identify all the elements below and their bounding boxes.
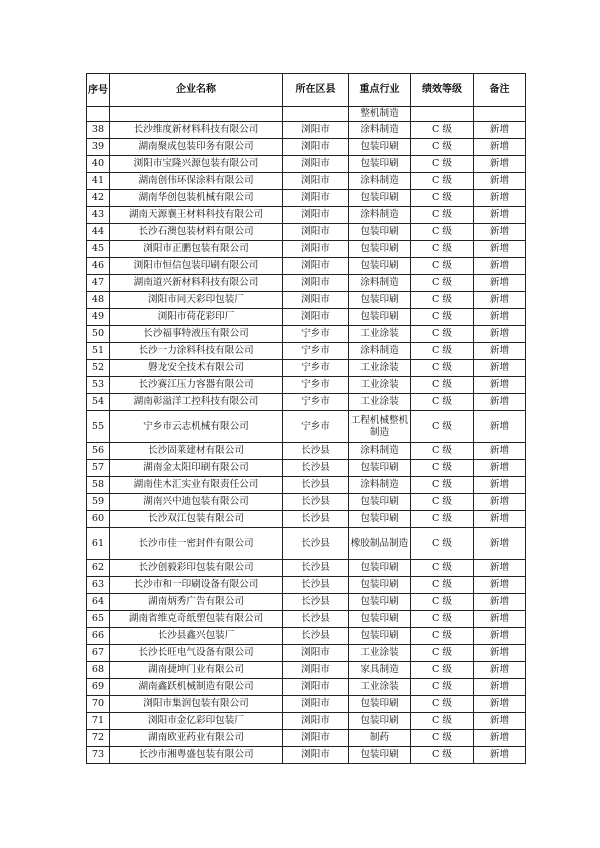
cell-name: 长沙赛江压力容器有限公司 [110, 377, 283, 394]
cell-district: 浏阳市 [283, 224, 349, 241]
cell-industry: 包装印刷 [349, 747, 411, 764]
header-district: 所在区县 [283, 74, 349, 107]
cell-grade: C 级 [411, 747, 474, 764]
cell-seq: 53 [87, 377, 110, 394]
cell-grade: C 级 [411, 156, 474, 173]
cell-name [110, 107, 283, 122]
cell-name: 浏阳市同天彩印包装厂 [110, 292, 283, 309]
cell-industry: 制药 [349, 730, 411, 747]
cell-district: 长沙县 [283, 511, 349, 528]
cell-remark: 新增 [474, 411, 526, 443]
cell-district: 浏阳市 [283, 309, 349, 326]
cell-district: 宁乡市 [283, 360, 349, 377]
cell-grade: C 级 [411, 679, 474, 696]
cell-grade: C 级 [411, 122, 474, 139]
table-row [87, 377, 526, 394]
cell-grade: C 级 [411, 713, 474, 730]
cell-industry: 工业涂装 [349, 360, 411, 377]
cell-district: 长沙县 [283, 594, 349, 611]
cell-remark: 新增 [474, 443, 526, 460]
header-grade: 绩效等级 [411, 74, 474, 107]
cell-district: 长沙县 [283, 494, 349, 511]
cell-remark: 新增 [474, 528, 526, 560]
cell-grade [411, 107, 474, 122]
cell-name: 湖南兴中迪包装有限公司 [110, 494, 283, 511]
cell-industry: 包装印刷 [349, 713, 411, 730]
cell-grade: C 级 [411, 207, 474, 224]
table-row [87, 713, 526, 730]
cell-seq: 72 [87, 730, 110, 747]
table-row [87, 730, 526, 747]
cell-name: 长沙创毅彩印包装有限公司 [110, 560, 283, 577]
cell-name: 湖南鑫跃机械制造有限公司 [110, 679, 283, 696]
cell-remark [474, 107, 526, 122]
table-row [87, 460, 526, 477]
table-row [87, 156, 526, 173]
table-row [87, 628, 526, 645]
cell-industry: 涂料制造 [349, 173, 411, 190]
cell-industry: 家具制造 [349, 662, 411, 679]
table-row [87, 560, 526, 577]
cell-remark: 新增 [474, 292, 526, 309]
table-row [87, 309, 526, 326]
table-row [87, 594, 526, 611]
cell-district: 浏阳市 [283, 662, 349, 679]
cell-remark: 新增 [474, 494, 526, 511]
table-row [87, 411, 526, 443]
cell-seq: 49 [87, 309, 110, 326]
cell-remark: 新增 [474, 309, 526, 326]
cell-district: 长沙县 [283, 611, 349, 628]
cell-remark: 新增 [474, 207, 526, 224]
cell-district: 长沙县 [283, 443, 349, 460]
cell-industry: 包装印刷 [349, 511, 411, 528]
cell-remark: 新增 [474, 747, 526, 764]
cell-district: 浏阳市 [283, 275, 349, 292]
cell-industry: 包装印刷 [349, 156, 411, 173]
cell-seq: 51 [87, 343, 110, 360]
header-name: 企业名称 [110, 74, 283, 107]
table-row [87, 662, 526, 679]
cell-remark: 新增 [474, 628, 526, 645]
cell-district: 宁乡市 [283, 394, 349, 411]
table-row [87, 258, 526, 275]
cell-name: 湖南金太阳印刷有限公司 [110, 460, 283, 477]
cell-remark: 新增 [474, 241, 526, 258]
cell-seq: 47 [87, 275, 110, 292]
cell-seq: 73 [87, 747, 110, 764]
cell-district: 宁乡市 [283, 326, 349, 343]
cell-seq: 40 [87, 156, 110, 173]
cell-district: 浏阳市 [283, 156, 349, 173]
cell-seq: 64 [87, 594, 110, 611]
continued-row [87, 107, 526, 122]
cell-district: 长沙县 [283, 577, 349, 594]
cell-name: 长沙市佳一密封件有限公司 [110, 528, 283, 560]
table-row [87, 343, 526, 360]
cell-industry: 涂料制造 [349, 122, 411, 139]
cell-remark: 新增 [474, 173, 526, 190]
table-row [87, 645, 526, 662]
cell-district: 长沙县 [283, 477, 349, 494]
cell-seq: 46 [87, 258, 110, 275]
cell-name: 湖南省维克奇纸塑包装有限公司 [110, 611, 283, 628]
cell-name: 湖南彰溢洋工控科技有限公司 [110, 394, 283, 411]
cell-district: 浏阳市 [283, 207, 349, 224]
cell-name: 长沙长旺电气设备有限公司 [110, 645, 283, 662]
cell-district: 长沙县 [283, 528, 349, 560]
cell-industry: 涂料制造 [349, 275, 411, 292]
cell-district: 浏阳市 [283, 696, 349, 713]
cell-remark: 新增 [474, 377, 526, 394]
cell-industry: 工业涂装 [349, 645, 411, 662]
cell-remark: 新增 [474, 275, 526, 292]
cell-remark: 新增 [474, 679, 526, 696]
cell-industry: 包装印刷 [349, 224, 411, 241]
cell-name: 长沙双江包装有限公司 [110, 511, 283, 528]
cell-grade: C 级 [411, 343, 474, 360]
cell-district: 浏阳市 [283, 292, 349, 309]
cell-remark: 新增 [474, 360, 526, 377]
cell-name: 浏阳市恒信包装印刷有限公司 [110, 258, 283, 275]
cell-grade: C 级 [411, 292, 474, 309]
cell-name: 湖南聚成包装印务有限公司 [110, 139, 283, 156]
cell-grade: C 级 [411, 560, 474, 577]
table-row [87, 207, 526, 224]
cell-seq: 66 [87, 628, 110, 645]
header-remark: 备注 [474, 74, 526, 107]
cell-district: 宁乡市 [283, 377, 349, 394]
table-row [87, 494, 526, 511]
cell-remark: 新增 [474, 645, 526, 662]
table-row [87, 696, 526, 713]
table-row [87, 173, 526, 190]
cell-seq: 44 [87, 224, 110, 241]
cell-industry: 包装印刷 [349, 190, 411, 207]
cell-name: 浏阳市荷花彩印厂 [110, 309, 283, 326]
cell-industry: 工程机械整机制造 [349, 411, 411, 443]
table-row [87, 275, 526, 292]
table-row [87, 394, 526, 411]
cell-grade: C 级 [411, 377, 474, 394]
cell-grade: C 级 [411, 173, 474, 190]
cell-remark: 新增 [474, 662, 526, 679]
cell-grade: C 级 [411, 241, 474, 258]
cell-name: 长沙市和一印刷设备有限公司 [110, 577, 283, 594]
cell-seq: 60 [87, 511, 110, 528]
cell-remark: 新增 [474, 594, 526, 611]
cell-name: 长沙市湘粤盛包装有限公司 [110, 747, 283, 764]
cell-name: 磐龙安全技术有限公司 [110, 360, 283, 377]
cell-remark: 新增 [474, 326, 526, 343]
cell-seq: 45 [87, 241, 110, 258]
cell-grade: C 级 [411, 326, 474, 343]
cell-seq: 68 [87, 662, 110, 679]
cell-grade: C 级 [411, 477, 474, 494]
cell-remark: 新增 [474, 394, 526, 411]
cell-seq: 50 [87, 326, 110, 343]
cell-industry: 整机制造 [349, 107, 411, 122]
cell-name: 浏阳市金亿彩印包装厂 [110, 713, 283, 730]
table-row [87, 139, 526, 156]
table-row [87, 528, 526, 560]
cell-district: 长沙县 [283, 560, 349, 577]
cell-district: 长沙县 [283, 628, 349, 645]
table-row [87, 443, 526, 460]
cell-industry: 涂料制造 [349, 443, 411, 460]
cell-remark: 新增 [474, 122, 526, 139]
cell-grade: C 级 [411, 258, 474, 275]
cell-remark: 新增 [474, 577, 526, 594]
cell-seq: 55 [87, 411, 110, 443]
cell-name: 湖南道兴新材料科技有限公司 [110, 275, 283, 292]
cell-name: 湖南天源襄王材料科技有限公司 [110, 207, 283, 224]
cell-grade: C 级 [411, 730, 474, 747]
cell-district: 宁乡市 [283, 343, 349, 360]
cell-name: 长沙固莱建材有限公司 [110, 443, 283, 460]
cell-grade: C 级 [411, 594, 474, 611]
table-row [87, 224, 526, 241]
cell-name: 长沙县鑫兴包装厂 [110, 628, 283, 645]
cell-name: 宁乡市云志机械有限公司 [110, 411, 283, 443]
cell-industry: 包装印刷 [349, 241, 411, 258]
cell-seq: 61 [87, 528, 110, 560]
cell-district: 浏阳市 [283, 645, 349, 662]
cell-industry: 涂料制造 [349, 343, 411, 360]
cell-remark: 新增 [474, 477, 526, 494]
cell-district: 浏阳市 [283, 190, 349, 207]
cell-industry: 包装印刷 [349, 258, 411, 275]
cell-district: 长沙县 [283, 460, 349, 477]
cell-industry: 工业涂装 [349, 326, 411, 343]
header-row [87, 74, 526, 107]
cell-industry: 包装印刷 [349, 309, 411, 326]
cell-remark: 新增 [474, 190, 526, 207]
cell-grade: C 级 [411, 394, 474, 411]
cell-remark: 新增 [474, 511, 526, 528]
cell-seq: 63 [87, 577, 110, 594]
cell-district [283, 107, 349, 122]
cell-seq: 69 [87, 679, 110, 696]
cell-grade: C 级 [411, 360, 474, 377]
table-row [87, 577, 526, 594]
cell-industry: 包装印刷 [349, 560, 411, 577]
cell-seq: 62 [87, 560, 110, 577]
cell-grade: C 级 [411, 628, 474, 645]
cell-grade: C 级 [411, 696, 474, 713]
cell-grade: C 级 [411, 443, 474, 460]
cell-industry: 工业涂装 [349, 679, 411, 696]
cell-district: 浏阳市 [283, 730, 349, 747]
cell-grade: C 级 [411, 139, 474, 156]
cell-industry: 包装印刷 [349, 696, 411, 713]
cell-name: 湖南欧亚药业有限公司 [110, 730, 283, 747]
cell-industry: 涂料制造 [349, 207, 411, 224]
cell-district: 浏阳市 [283, 258, 349, 275]
table-row [87, 122, 526, 139]
table-row [87, 292, 526, 309]
cell-grade: C 级 [411, 275, 474, 292]
cell-grade: C 级 [411, 577, 474, 594]
cell-grade: C 级 [411, 611, 474, 628]
cell-name: 浏阳市宝隆兴源包装有限公司 [110, 156, 283, 173]
cell-grade: C 级 [411, 494, 474, 511]
cell-grade: C 级 [411, 309, 474, 326]
cell-industry: 包装印刷 [349, 139, 411, 156]
cell-remark: 新增 [474, 730, 526, 747]
cell-remark: 新增 [474, 560, 526, 577]
cell-grade: C 级 [411, 511, 474, 528]
cell-district: 浏阳市 [283, 139, 349, 156]
cell-grade: C 级 [411, 460, 474, 477]
table-row [87, 511, 526, 528]
table-row [87, 747, 526, 764]
cell-grade: C 级 [411, 411, 474, 443]
cell-name: 长沙维度新材料科技有限公司 [110, 122, 283, 139]
cell-seq: 41 [87, 173, 110, 190]
cell-seq: 70 [87, 696, 110, 713]
cell-industry: 涂料制造 [349, 477, 411, 494]
enterprise-table [86, 73, 526, 764]
cell-seq: 38 [87, 122, 110, 139]
cell-industry: 包装印刷 [349, 460, 411, 477]
cell-remark: 新增 [474, 460, 526, 477]
cell-district: 浏阳市 [283, 241, 349, 258]
table-row [87, 326, 526, 343]
header-industry: 重点行业 [349, 74, 411, 107]
cell-seq [87, 107, 110, 122]
cell-name: 湖南捷坤门业有限公司 [110, 662, 283, 679]
table-row [87, 190, 526, 207]
cell-grade: C 级 [411, 528, 474, 560]
header-seq: 序号 [87, 74, 110, 107]
cell-district: 浏阳市 [283, 679, 349, 696]
cell-seq: 43 [87, 207, 110, 224]
cell-seq: 52 [87, 360, 110, 377]
cell-name: 长沙石澳包装材料有限公司 [110, 224, 283, 241]
cell-seq: 67 [87, 645, 110, 662]
table-row [87, 477, 526, 494]
cell-industry: 包装印刷 [349, 628, 411, 645]
cell-seq: 48 [87, 292, 110, 309]
cell-seq: 58 [87, 477, 110, 494]
table-row [87, 360, 526, 377]
cell-seq: 54 [87, 394, 110, 411]
cell-remark: 新增 [474, 696, 526, 713]
cell-industry: 包装印刷 [349, 292, 411, 309]
cell-seq: 57 [87, 460, 110, 477]
cell-seq: 65 [87, 611, 110, 628]
cell-remark: 新增 [474, 139, 526, 156]
cell-district: 浏阳市 [283, 713, 349, 730]
cell-name: 长沙福事特液压有限公司 [110, 326, 283, 343]
cell-industry: 包装印刷 [349, 494, 411, 511]
cell-grade: C 级 [411, 645, 474, 662]
cell-seq: 56 [87, 443, 110, 460]
cell-name: 湖南创伟环保涂料有限公司 [110, 173, 283, 190]
cell-industry: 工业涂装 [349, 394, 411, 411]
cell-seq: 42 [87, 190, 110, 207]
cell-name: 湖南佳木汇实业有限责任公司 [110, 477, 283, 494]
cell-remark: 新增 [474, 713, 526, 730]
cell-district: 浏阳市 [283, 747, 349, 764]
cell-district: 浏阳市 [283, 122, 349, 139]
cell-remark: 新增 [474, 611, 526, 628]
cell-seq: 39 [87, 139, 110, 156]
cell-district: 浏阳市 [283, 173, 349, 190]
cell-remark: 新增 [474, 343, 526, 360]
cell-remark: 新增 [474, 156, 526, 173]
cell-name: 湖南炳秀广告有限公司 [110, 594, 283, 611]
cell-name: 湖南华创包装机械有限公司 [110, 190, 283, 207]
cell-industry: 包装印刷 [349, 577, 411, 594]
cell-name: 浏阳市正鹏包装有限公司 [110, 241, 283, 258]
cell-industry: 橡胶制品制造 [349, 528, 411, 560]
table-row [87, 611, 526, 628]
cell-seq: 59 [87, 494, 110, 511]
table-row [87, 241, 526, 258]
cell-grade: C 级 [411, 224, 474, 241]
cell-seq: 71 [87, 713, 110, 730]
cell-name: 浏阳市集润包装有限公司 [110, 696, 283, 713]
cell-industry: 工业涂装 [349, 377, 411, 394]
cell-industry: 包装印刷 [349, 611, 411, 628]
cell-grade: C 级 [411, 190, 474, 207]
cell-grade: C 级 [411, 662, 474, 679]
cell-district: 宁乡市 [283, 411, 349, 443]
cell-name: 长沙一力涂料科技有限公司 [110, 343, 283, 360]
cell-industry: 包装印刷 [349, 594, 411, 611]
cell-remark: 新增 [474, 258, 526, 275]
table-row [87, 679, 526, 696]
cell-remark: 新增 [474, 224, 526, 241]
